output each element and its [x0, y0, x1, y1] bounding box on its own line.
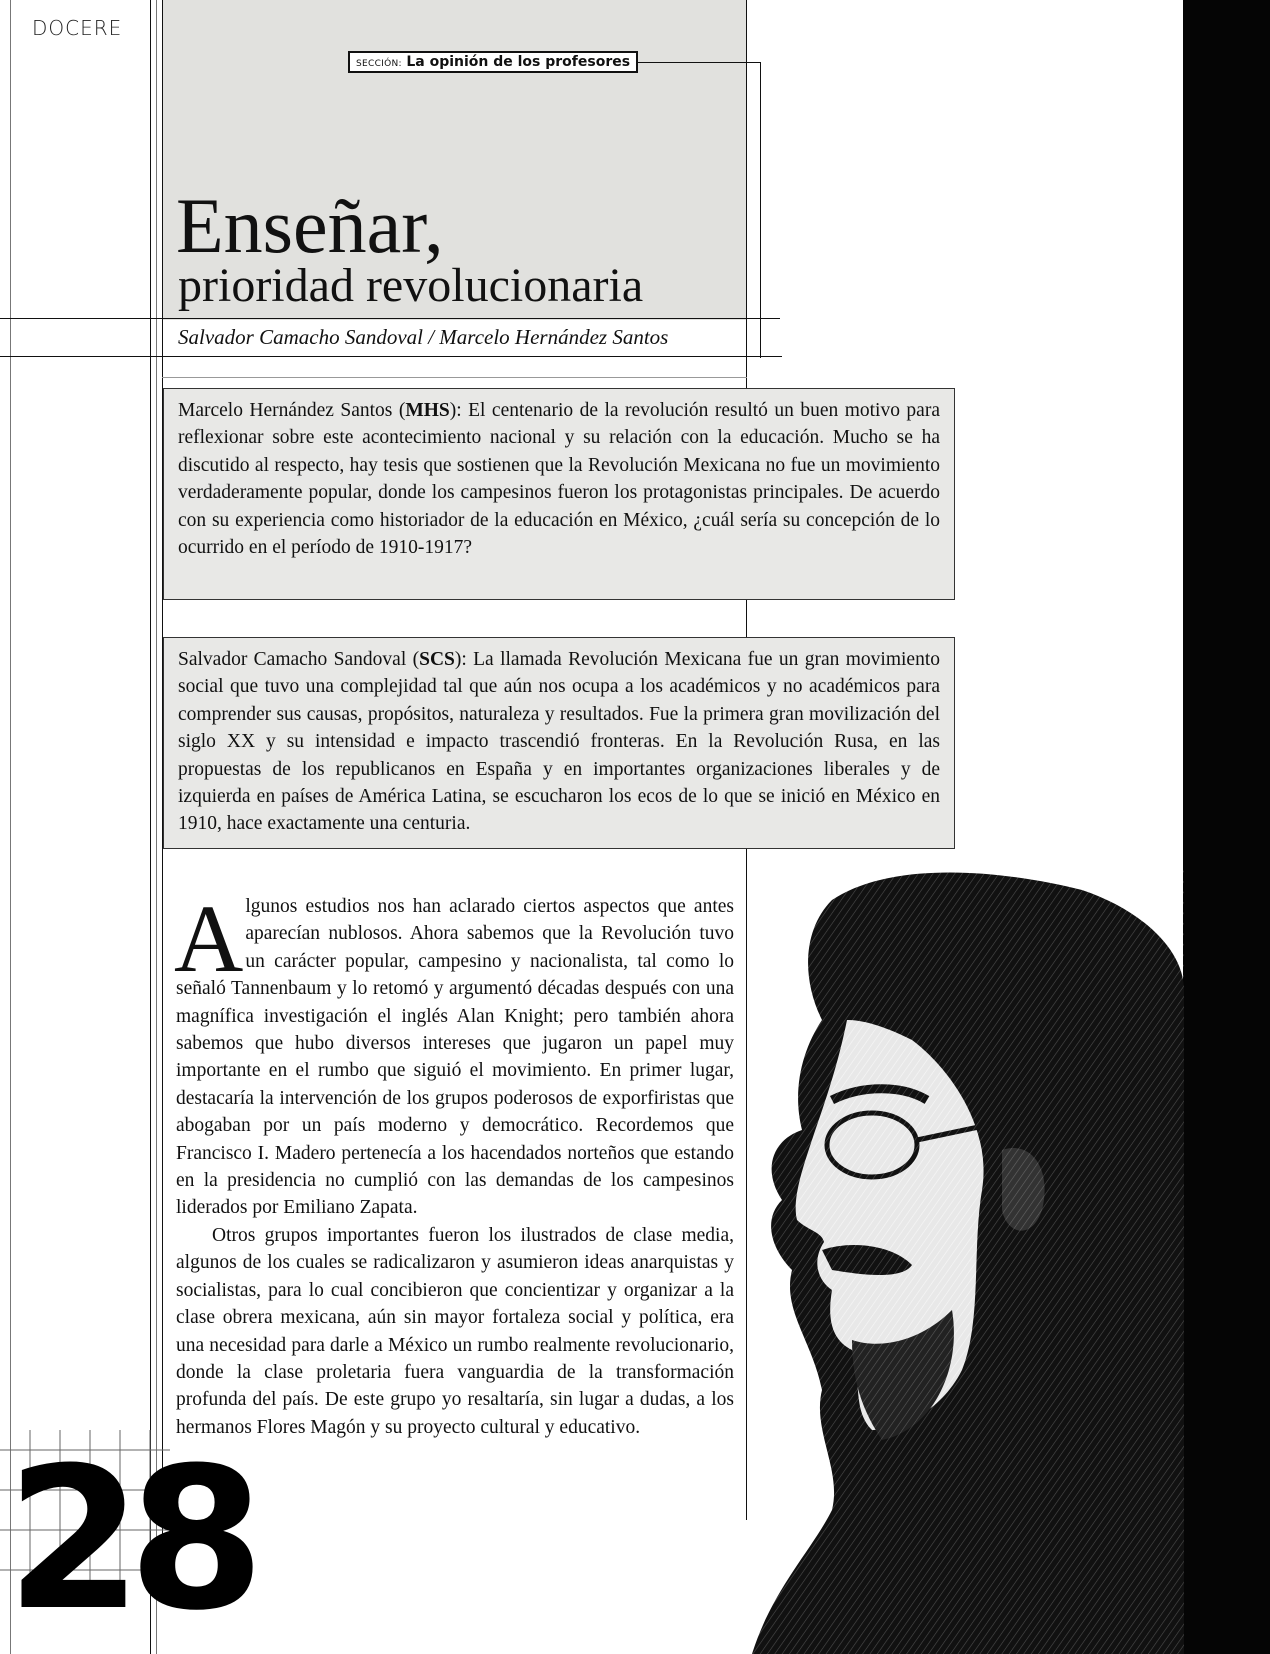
drop-cap: A [174, 885, 244, 992]
question-speaker: Marcelo Hernández Santos ( [178, 400, 406, 421]
article-body [174, 885, 734, 1441]
section-label [348, 51, 638, 73]
article-title: Enseñar, [176, 182, 444, 269]
portrait-illustration [752, 870, 1184, 1654]
article-subtitle: prioridad revolucionaria [178, 259, 644, 312]
article-authors: Salvador Camacho Sandoval / Marcelo Hernández Santos [178, 325, 669, 349]
grid-line [162, 377, 747, 378]
question-initials: MHS [405, 400, 450, 421]
grid-line [150, 0, 151, 1654]
grid-line [0, 318, 780, 319]
answer-text: ): La llamada Revolución Mexicana fue un gran movimiento social que tuvo una complejidad tal que aún nos ocupa a los académicos y no académicos para comprender sus causas, propósitos, naturaleza y resultados. Fue la primera gran movilización del siglo XX y su intensidad e impacto trascendió fronteras. En la Revolución Rusa, en las propuestas de los republicanos en España y en importantes organizaciones liberales y de izquierda en países de América Latina, se escucharon los ecos de lo que se inició en México en 1910, hace exactamente una centuria. [178, 649, 940, 835]
answer-box [163, 637, 955, 849]
answer-initials: SCS [419, 649, 455, 670]
question-text: ): El centenario de la revolución resultó un buen motivo para reflexionar sobre este acontecimiento nacional y su relación con la educación. Mucho se ha discutido al respecto, hay tesis que sostienen que la Revolución Mexicana no fue un movimiento verdaderamente popular, donde los campesinos fueron los protagonistas principales. De acuerdo con su experiencia como historiador de la educación en México, ¿cuál sería su concepción de lo ocurrido en el período de 1910-1917? [178, 400, 940, 559]
grid-line [760, 62, 761, 358]
section-prefix: SECCIÓN: [356, 59, 402, 69]
page-number: 28 [6, 1426, 251, 1654]
body-paragraph: Otros grupos importantes fueron los ilustrados de clase media, algunos de los cuales se radicalizaron y asumieron ideas anarquistas y socialistas, para lo cual concibieron que concientizar y organizar a la clase obrera mexicana, aún sin mayor fortaleza social y política, era una necesidad para darle a México un rumbo realmente revolucionario, donde la clase proletaria fuera vanguardia de la transformación profunda del país. De este grupo yo resaltaría, sin lugar a dudas, a los hermanos Flores Magón y su proyecto cultural y educativo. [176, 1224, 734, 1438]
masthead: DOCERE [32, 16, 123, 40]
answer-speaker: Salvador Camacho Sandoval ( [178, 649, 420, 670]
grid-line [0, 356, 782, 357]
question-box [163, 388, 955, 600]
section-name: La opinión de los profesores [406, 54, 631, 70]
right-black-bar [1183, 0, 1270, 1654]
body-paragraph [174, 885, 734, 1222]
grid-line [10, 0, 11, 1654]
paragraph-1-text: lgunos estudios nos han aclarado ciertos aspectos que antes aparecían nublosos. Ahora sabemos que la Revolución tuvo un carácter popular, campesino y nacionalista, tal como lo señaló Tannenbaum y lo retomó y argumentó décadas después con una magnífica investigación el inglés Alan Knight; pero también ahora sabemos que hubo diversos intereses que jugaron un papel muy importante en el rumbo que siguió el movimiento. En primer lugar, destacaría la intervención de los grupos poderosos de exporfiristas que abogaban por un país moderno y democrático. Recordemos que Francisco I. Madero pertenecía a los hacendados norteños que estando en la presidencia no cumplió con las demandas de los campesinos liderados por Emiliano Zapata. [176, 896, 734, 1219]
grid-line [156, 0, 157, 1654]
